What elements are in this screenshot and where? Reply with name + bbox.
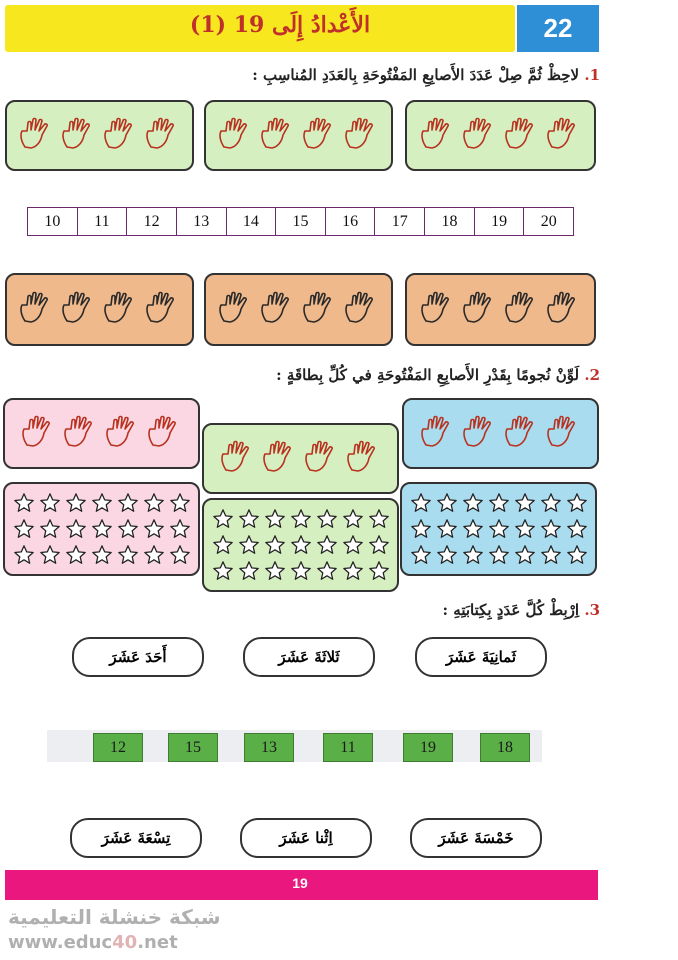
exercise3-number: 3. <box>584 601 600 619</box>
star-icon[interactable] <box>210 558 236 584</box>
hand-icon <box>103 415 143 453</box>
star-icon[interactable] <box>340 506 366 532</box>
hand-icon <box>544 117 584 155</box>
star-icon[interactable] <box>89 490 115 516</box>
star-icon[interactable] <box>288 532 314 558</box>
number-line-cell[interactable]: 20 <box>523 208 573 235</box>
exercise1-number: 1. <box>584 66 600 84</box>
star-icon[interactable] <box>538 516 564 542</box>
hand-icon <box>344 440 384 478</box>
hand-icon <box>258 291 298 329</box>
star-icon[interactable] <box>486 542 512 568</box>
hand-icon <box>17 117 57 155</box>
hands-card <box>202 423 399 494</box>
hand-icon <box>300 291 340 329</box>
star-icon[interactable] <box>314 558 340 584</box>
number-box[interactable]: 11 <box>323 733 373 762</box>
star-icon[interactable] <box>167 490 193 516</box>
star-icon[interactable] <box>63 542 89 568</box>
number-box[interactable]: 12 <box>93 733 143 762</box>
number-line-cell[interactable]: 19 <box>474 208 524 235</box>
watermark-url-prefix: www.educ <box>8 932 113 953</box>
star-icon[interactable] <box>434 490 460 516</box>
hand-icon <box>544 415 584 453</box>
hands-card[interactable] <box>204 100 393 171</box>
hand-icon <box>61 415 101 453</box>
star-icon[interactable] <box>486 490 512 516</box>
hand-icon <box>143 291 183 329</box>
hands-card <box>3 398 200 469</box>
number-line <box>27 207 574 236</box>
star-icon[interactable] <box>115 542 141 568</box>
number-line-cell[interactable]: 14 <box>226 208 276 235</box>
stars-card[interactable] <box>3 482 200 576</box>
number-box[interactable]: 15 <box>168 733 218 762</box>
star-icon[interactable] <box>262 532 288 558</box>
number-line-cell[interactable]: 10 <box>44 212 61 230</box>
star-icon[interactable] <box>460 490 486 516</box>
hand-icon <box>342 117 382 155</box>
number-word-pill[interactable]: خَمْسَةَ عَشَرَ <box>410 818 542 858</box>
hand-icon <box>260 440 300 478</box>
star-icon[interactable] <box>486 516 512 542</box>
star-icon[interactable] <box>210 506 236 532</box>
star-icon[interactable] <box>63 516 89 542</box>
star-icon[interactable] <box>288 506 314 532</box>
star-icon[interactable] <box>262 506 288 532</box>
star-icon[interactable] <box>236 558 262 584</box>
exercise1-instruction <box>170 66 600 84</box>
watermark-url-suffix: .net <box>137 932 178 953</box>
exercise1-text: لاحِظْ ثُمَّ صِلْ عَدَدَ الأَصابِعِ المَفْتُوحَةِ بِالعَدَدِ المُناسِبِ : <box>252 66 580 84</box>
star-icon[interactable] <box>564 542 590 568</box>
hand-icon <box>101 117 141 155</box>
number-word-pill[interactable]: ثَلاثَةَ عَشَرَ <box>243 637 375 677</box>
hand-icon <box>460 117 500 155</box>
star-icon[interactable] <box>11 542 37 568</box>
hand-icon <box>302 440 342 478</box>
hand-icon <box>418 117 458 155</box>
hand-icon <box>143 117 183 155</box>
hand-icon <box>300 117 340 155</box>
hand-icon <box>216 117 256 155</box>
star-icon[interactable] <box>314 506 340 532</box>
star-icon[interactable] <box>460 516 486 542</box>
star-icon[interactable] <box>340 558 366 584</box>
star-icon[interactable] <box>434 542 460 568</box>
star-icon[interactable] <box>115 516 141 542</box>
star-icon[interactable] <box>167 542 193 568</box>
star-icon[interactable] <box>538 542 564 568</box>
star-icon[interactable] <box>141 490 167 516</box>
number-line-cell[interactable]: 15 <box>275 208 325 235</box>
hand-icon <box>59 291 99 329</box>
hand-icon <box>101 291 141 329</box>
star-icon[interactable] <box>236 506 262 532</box>
number-box[interactable]: 18 <box>480 733 530 762</box>
star-icon[interactable] <box>564 490 590 516</box>
star-icon[interactable] <box>89 516 115 542</box>
hand-icon <box>502 415 542 453</box>
star-icon[interactable] <box>210 532 236 558</box>
number-word-pill[interactable]: أَحَدَ عَشَرَ <box>72 637 204 677</box>
hands-card[interactable] <box>405 273 596 346</box>
star-icon[interactable] <box>141 516 167 542</box>
star-icon[interactable] <box>167 516 193 542</box>
exercise2-text: لَوِّنْ نُجومًا بِقَدْرِ الأَصابِعِ المَفْتُوحَةِ في كُلِّ بِطاقَةٍ : <box>276 366 580 384</box>
star-icon[interactable] <box>512 516 538 542</box>
star-icon[interactable] <box>115 490 141 516</box>
star-icon[interactable] <box>314 532 340 558</box>
hand-icon <box>418 415 458 453</box>
hand-icon <box>544 291 584 329</box>
watermark-url <box>8 932 178 953</box>
star-icon[interactable] <box>366 506 392 532</box>
exercise3-instruction <box>170 601 600 619</box>
number-line-cell[interactable]: 13 <box>176 208 226 235</box>
star-icon[interactable] <box>37 490 63 516</box>
hands-card[interactable] <box>5 100 194 171</box>
hand-icon <box>258 117 298 155</box>
star-icon[interactable] <box>89 542 115 568</box>
star-icon[interactable] <box>236 532 262 558</box>
star-icon[interactable] <box>366 558 392 584</box>
stars-card[interactable] <box>202 498 399 592</box>
hand-icon <box>145 415 185 453</box>
number-line-cell[interactable]: 12 <box>126 208 176 235</box>
watermark-url-highlight: 40 <box>112 932 138 953</box>
exercise3-text: اِرْبِطْ كُلَّ عَدَدٍ بِكِتابَتِهِ : <box>442 601 580 619</box>
number-word-pill[interactable]: تِسْعَةَ عَشَرَ <box>70 818 202 858</box>
hand-icon <box>460 291 500 329</box>
hand-icon <box>460 415 500 453</box>
star-icon[interactable] <box>512 490 538 516</box>
page-number: 19 <box>292 875 308 891</box>
star-icon[interactable] <box>63 490 89 516</box>
hands-card[interactable] <box>5 273 194 346</box>
exercise2-number: 2. <box>584 366 600 384</box>
hand-icon <box>216 291 256 329</box>
star-icon[interactable] <box>512 542 538 568</box>
number-line-cell[interactable]: 16 <box>325 208 375 235</box>
number-word-pill[interactable]: اِثْنا عَشَرَ <box>240 818 372 858</box>
hand-icon <box>502 117 542 155</box>
hands-card <box>402 398 599 469</box>
hand-icon <box>19 415 59 453</box>
hand-icon <box>218 440 258 478</box>
star-icon[interactable] <box>340 532 366 558</box>
star-icon[interactable] <box>366 532 392 558</box>
hand-icon <box>342 291 382 329</box>
star-icon[interactable] <box>11 490 37 516</box>
star-icon[interactable] <box>434 516 460 542</box>
star-icon[interactable] <box>538 490 564 516</box>
star-icon[interactable] <box>11 516 37 542</box>
star-icon[interactable] <box>262 558 288 584</box>
hand-icon <box>418 291 458 329</box>
number-box[interactable]: 19 <box>403 733 453 762</box>
hand-icon <box>502 291 542 329</box>
star-icon[interactable] <box>37 542 63 568</box>
star-icon[interactable] <box>460 542 486 568</box>
number-word-pill[interactable]: ثَمانِيَةَ عَشَرَ <box>415 637 547 677</box>
stars-card[interactable] <box>400 482 597 576</box>
star-icon[interactable] <box>564 516 590 542</box>
hands-card[interactable] <box>204 273 393 346</box>
lesson-number: 22 <box>517 5 599 52</box>
page-title: الأَعْدادُ إِلَى 19 (1) <box>189 12 371 38</box>
number-line-cell[interactable]: 17 <box>374 208 424 235</box>
star-icon[interactable] <box>408 490 434 516</box>
star-icon[interactable] <box>408 516 434 542</box>
exercise2-instruction <box>170 366 600 384</box>
hand-icon <box>59 117 99 155</box>
number-box[interactable]: 13 <box>244 733 294 762</box>
star-icon[interactable] <box>288 558 314 584</box>
hand-icon <box>17 291 57 329</box>
number-line-cell[interactable]: 18 <box>424 208 474 235</box>
hands-card[interactable] <box>405 100 596 171</box>
star-icon[interactable] <box>408 542 434 568</box>
star-icon[interactable] <box>141 542 167 568</box>
star-icon[interactable] <box>37 516 63 542</box>
watermark-text: شبكة خنشلة التعليمية <box>8 905 221 929</box>
number-line-cell[interactable]: 11 <box>77 208 127 235</box>
